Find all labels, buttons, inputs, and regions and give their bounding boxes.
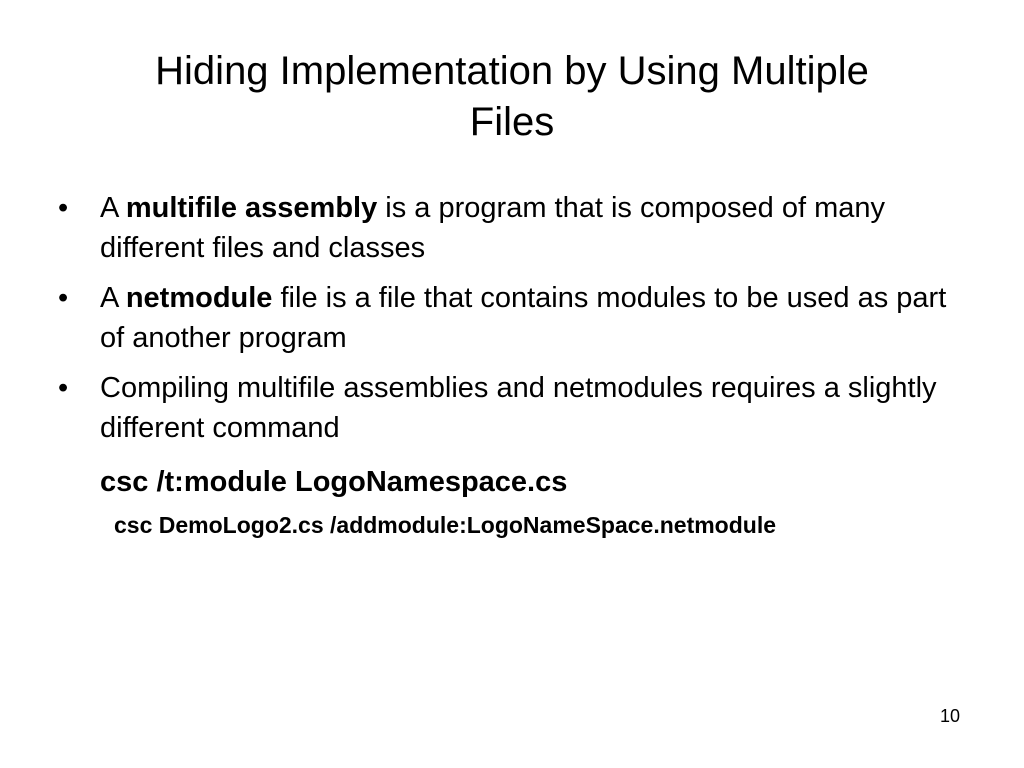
bullet-text-prefix: Compiling multifile assemblies and netmodules requires a slightly different command: [100, 372, 937, 444]
bullet-item-compiling: [58, 368, 978, 448]
bullet-bold-term: netmodule: [125, 282, 273, 314]
bullet-text-prefix: A: [100, 282, 126, 314]
slide-title: [60, 46, 964, 148]
bullet-marker: •: [58, 192, 69, 224]
slide-body: [58, 188, 978, 542]
command-addmodule: csc DemoLogo2.cs /addmodule:LogoNameSpace.netmodule: [114, 512, 777, 538]
slide-title-line-2: Files: [469, 100, 555, 144]
bullet-item-multifile-assembly: [58, 188, 978, 268]
command-compile-module: csc /t:module LogoNamespace.cs: [100, 466, 568, 498]
bullet-marker: •: [58, 372, 69, 404]
bullet-item-netmodule: [58, 278, 978, 358]
bullet-bold-term: multifile assembly: [125, 192, 378, 224]
bullet-text-rest: is a program that is composed of many different files and classes: [100, 192, 885, 264]
slide-title-line-1: Hiding Implementation by Using Multiple: [155, 49, 869, 93]
bullet-text-prefix: A: [100, 192, 126, 224]
bullet-text-rest: file is a file that contains modules to be used as part of another program: [100, 282, 947, 354]
page-number: 10: [939, 706, 960, 726]
bullet-marker: •: [58, 282, 69, 314]
